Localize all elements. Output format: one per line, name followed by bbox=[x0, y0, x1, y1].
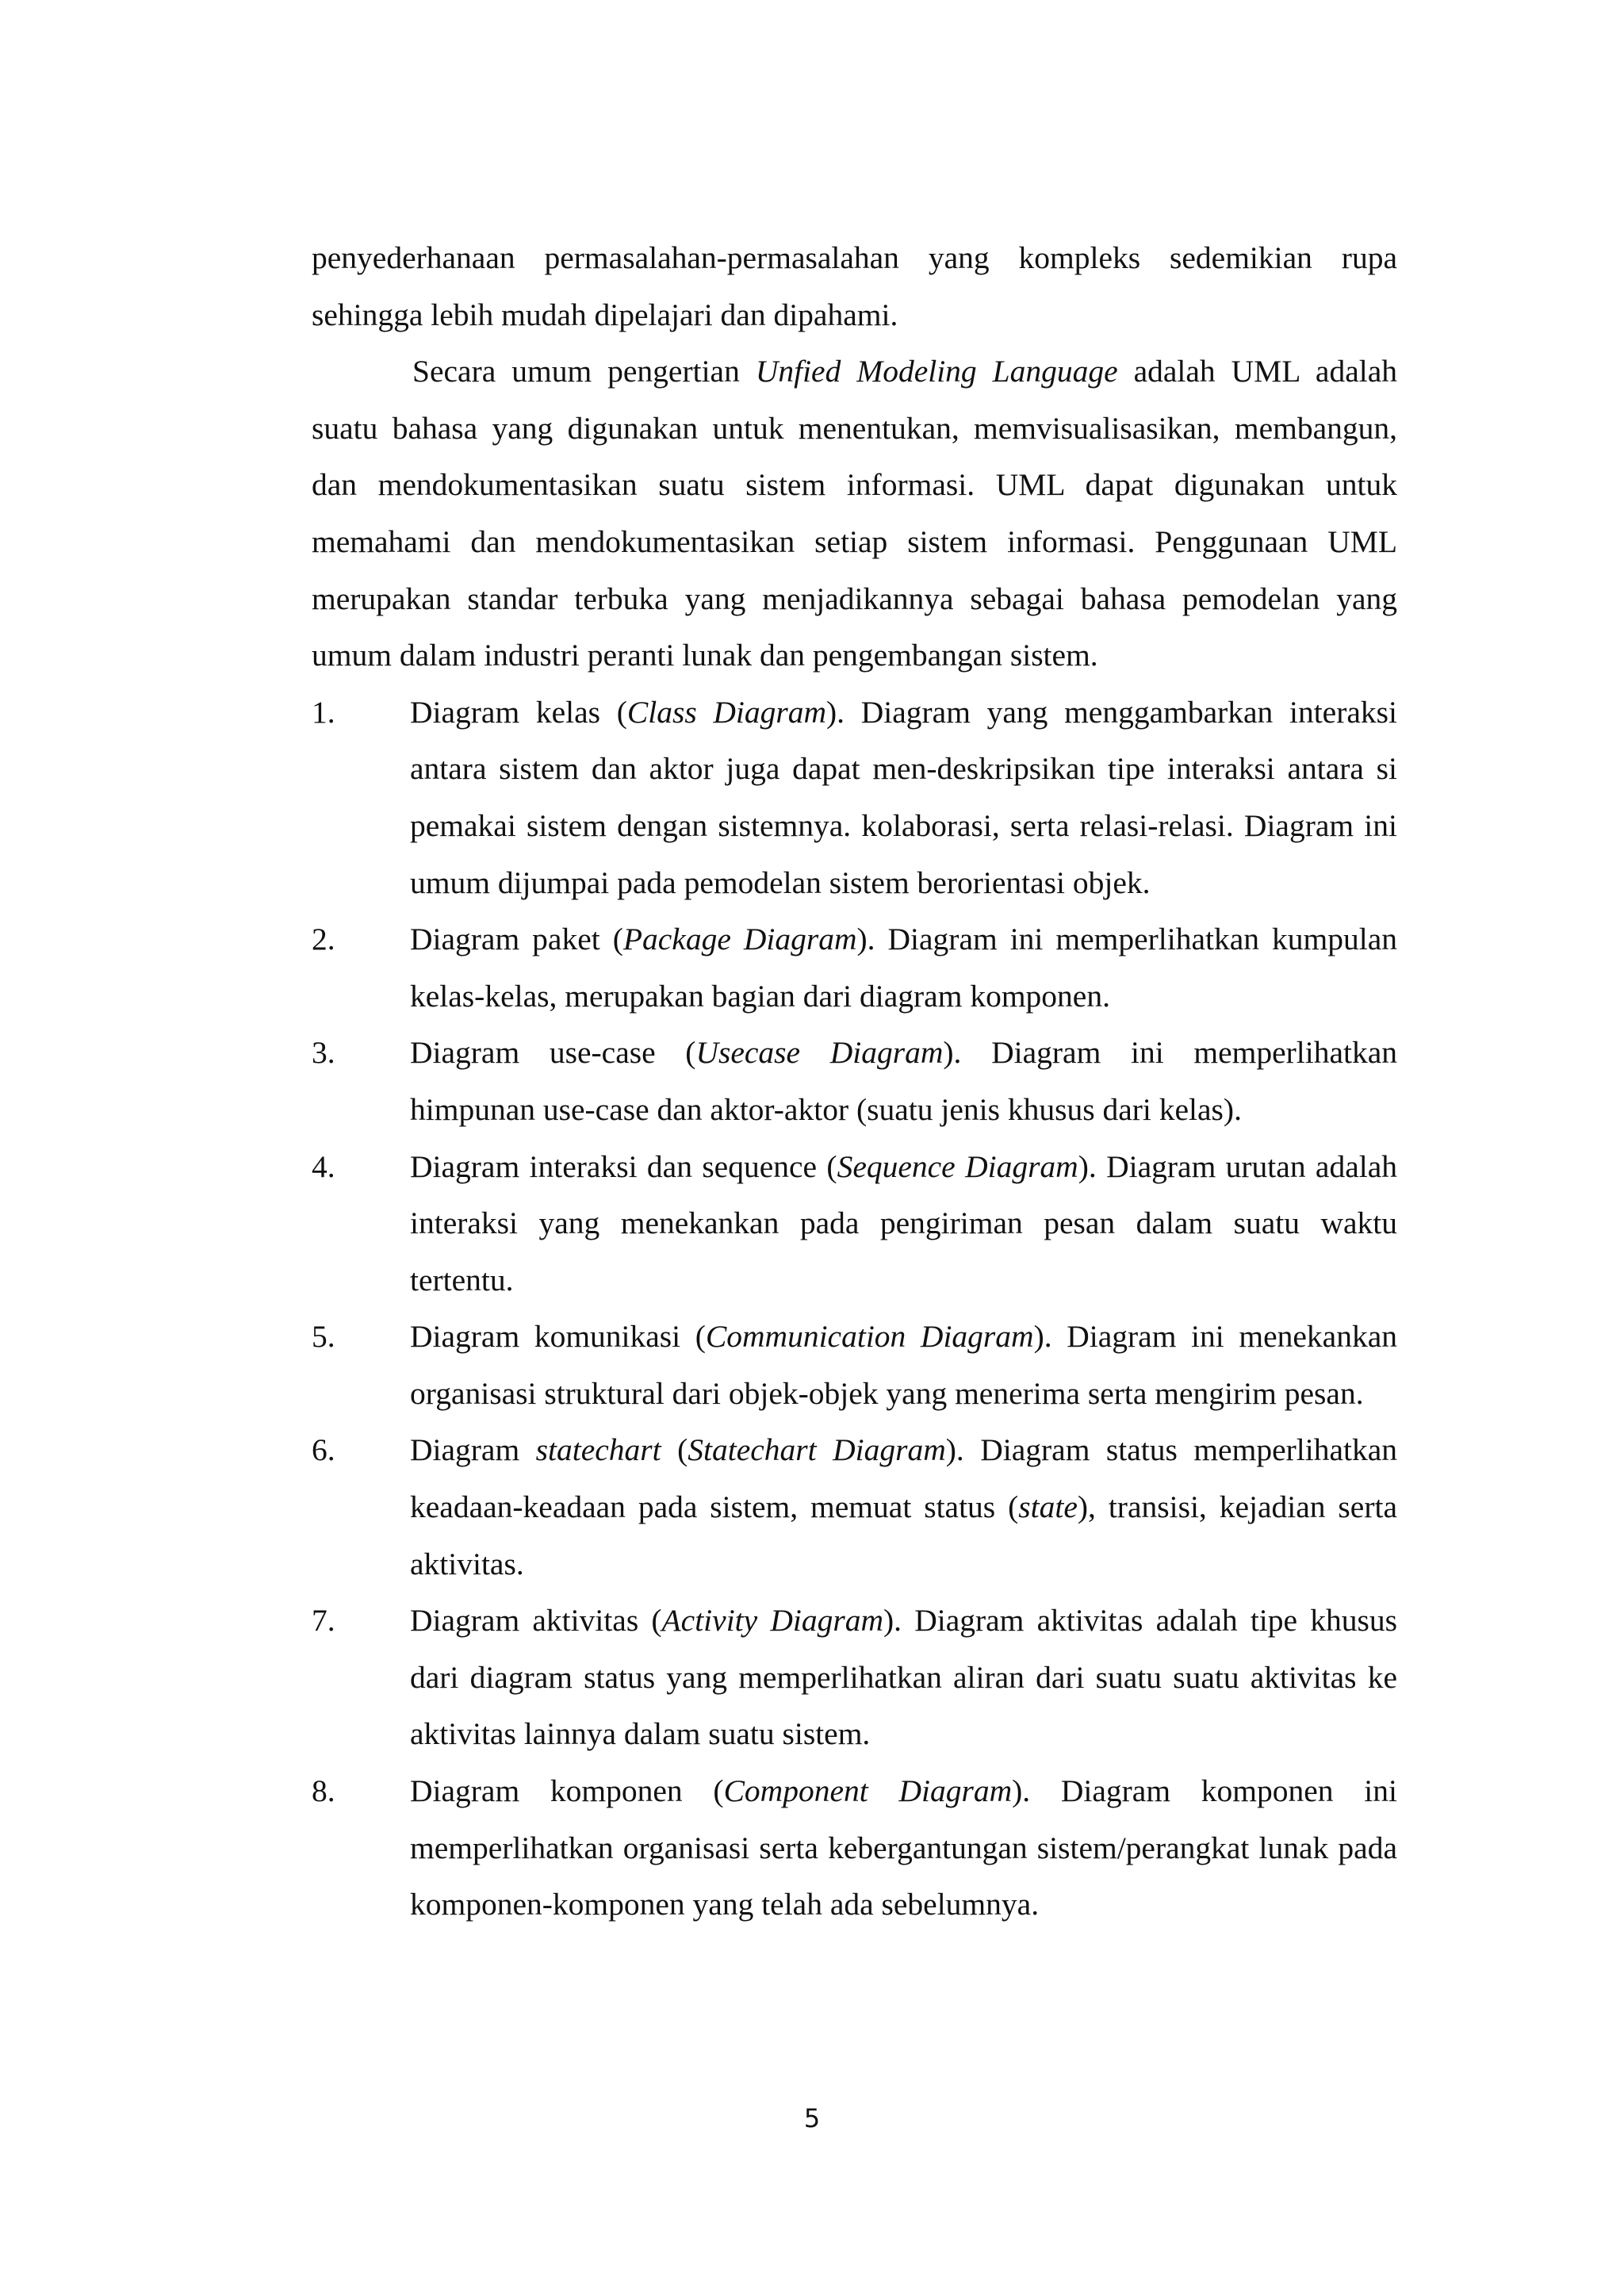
italic-term: Activity Diagram bbox=[661, 1603, 883, 1639]
text-run: Diagram interaksi dan sequence ( bbox=[410, 1148, 837, 1184]
list-item-text bbox=[410, 1319, 1397, 1411]
text-run: penyederhanaan permasalahan-permasalahan yang kompleks sedemikian rupa sehingga lebih mudah dipelajari dan dipahami. bbox=[312, 240, 1397, 332]
list-item-package-diagram bbox=[312, 911, 1397, 1025]
list-item-component-diagram bbox=[312, 1763, 1397, 1934]
text-run: ). Diagram aktivitas adalah tipe khusus dari diagram status yang memperlihatkan aliran dari suatu suatu aktivitas ke aktivitas lainnya dalam suatu sistem. bbox=[410, 1603, 1397, 1752]
text-run: ). Diagram ini memperlihatkan kumpulan kelas-kelas, merupakan bagian dari diagram komponen. bbox=[410, 922, 1398, 1014]
italic-term: statechart bbox=[535, 1432, 661, 1468]
uml-diagram-list bbox=[312, 684, 1397, 1934]
list-item-usecase-diagram bbox=[312, 1025, 1397, 1138]
text-run: ). Diagram komponen ini memperlihatkan organisasi serta kebergantungan sistem/perangkat lunak pada komponen-komponen yang telah ada sebelumnya. bbox=[410, 1773, 1397, 1922]
list-item-class-diagram bbox=[312, 684, 1397, 911]
paragraph-uml-definition bbox=[312, 343, 1397, 684]
italic-term: Statechart Diagram bbox=[688, 1432, 946, 1468]
italic-term: Component Diagram bbox=[723, 1773, 1013, 1809]
list-item-text bbox=[410, 695, 1397, 900]
list-item-number: 2. bbox=[312, 922, 335, 957]
list-item-text bbox=[410, 1773, 1397, 1922]
text-run: Diagram use-case ( bbox=[410, 1035, 696, 1071]
list-item-text bbox=[410, 1149, 1397, 1297]
italic-term: Class Diagram bbox=[626, 694, 827, 730]
list-item-number: 1. bbox=[312, 694, 335, 730]
list-item-communication-diagram bbox=[312, 1309, 1397, 1422]
text-run: Diagram bbox=[410, 1432, 536, 1468]
text-run: Diagram kelas ( bbox=[410, 694, 627, 730]
document-page bbox=[312, 230, 1397, 1934]
list-item-text bbox=[410, 1035, 1397, 1127]
text-run: ). Diagram ini memperlihatkan himpunan use-case dan aktor-aktor (suatu jenis khusus dari kelas). bbox=[410, 1035, 1397, 1127]
text-run: Secara umum pengertian bbox=[412, 354, 756, 389]
page-number: 5 bbox=[803, 2103, 821, 2133]
italic-term: Usecase Diagram bbox=[695, 1035, 944, 1071]
italic-term: Unfied Modeling Language bbox=[755, 354, 1118, 389]
text-run: adalah UML adalah suatu bahasa yang digunakan untuk menentukan, memvisualisasikan, membangun, dan mendokumentasikan suatu sistem informasi. UML dapat digunakan untuk memahami dan mendokumentasikan setiap sistem informasi. Penggunaan UML merupakan standar terbuka yang menjadikannya sebagai bahasa pemodelan yang umum dalam industri peranti lunak dan pengembangan sistem. bbox=[312, 354, 1397, 673]
italic-term: Sequence Diagram bbox=[837, 1148, 1078, 1184]
italic-term: Communication Diagram bbox=[705, 1319, 1034, 1355]
list-item-text bbox=[410, 1603, 1397, 1751]
text-run: Diagram komunikasi ( bbox=[410, 1319, 706, 1355]
text-run: Diagram aktivitas ( bbox=[410, 1603, 662, 1639]
list-item-text bbox=[410, 1432, 1397, 1581]
italic-term: state bbox=[1018, 1489, 1078, 1525]
list-item-statechart-diagram bbox=[312, 1422, 1397, 1593]
text-run: Diagram paket ( bbox=[410, 922, 623, 957]
text-run: ( bbox=[661, 1432, 688, 1468]
list-item-text bbox=[410, 922, 1397, 1014]
paragraph-continuation bbox=[312, 230, 1397, 343]
text-run: ). Diagram status memperlihatkan keadaan-keadaan pada sistem, memuat status ( bbox=[410, 1432, 1397, 1525]
list-item-number: 8. bbox=[312, 1773, 335, 1809]
list-item-activity-diagram bbox=[312, 1593, 1397, 1763]
list-item-number: 5. bbox=[312, 1319, 335, 1355]
italic-term: Package Diagram bbox=[622, 922, 857, 957]
text-run: Diagram komponen ( bbox=[410, 1773, 724, 1809]
list-item-number: 7. bbox=[312, 1603, 335, 1639]
text-run: ), transisi, kejadian serta aktivitas. bbox=[410, 1489, 1397, 1581]
list-item-number: 4. bbox=[312, 1148, 335, 1184]
text-run: ). Diagram yang menggambarkan interaksi antara sistem dan aktor juga dapat men-deskripsikan tipe interaksi antara si pemakai sistem dengan sistemnya. kolaborasi, serta relasi-relasi. Diagram ini umum dijumpai pada pemodelan sistem berorientasi objek. bbox=[410, 694, 1398, 900]
text-run: ). Diagram urutan adalah interaksi yang menekankan pada pengiriman pesan dalam suatu waktu tertentu. bbox=[410, 1148, 1397, 1297]
list-item-number: 6. bbox=[312, 1432, 335, 1468]
list-item-sequence-diagram bbox=[312, 1139, 1397, 1309]
list-item-number: 3. bbox=[312, 1035, 335, 1071]
text-run: ). Diagram ini menekankan organisasi struktural dari objek-objek yang menerima serta mengirim pesan. bbox=[410, 1319, 1397, 1411]
